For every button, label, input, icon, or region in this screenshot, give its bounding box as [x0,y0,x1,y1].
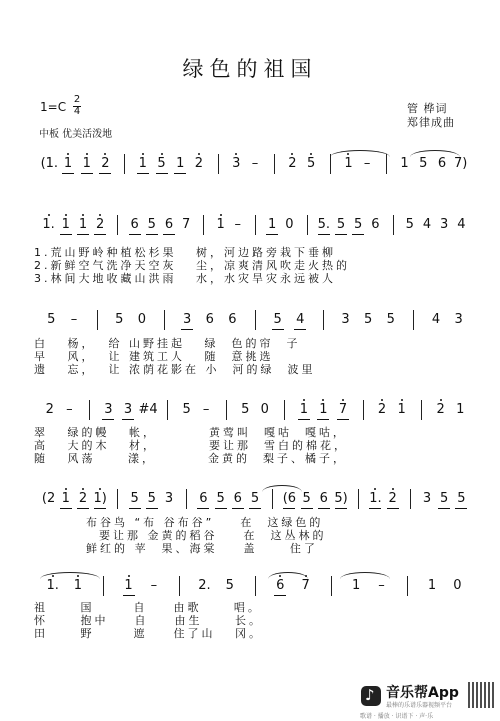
note: 5 [440,491,449,506]
note: 1 [397,402,406,417]
score-row [36,402,470,420]
note: 2 [101,156,110,171]
beam-underline [77,234,89,235]
note: 5 [241,402,250,417]
watermark-footer: 歌谱 · 播放 · 识谱下 · 声·乐 [360,713,434,720]
note: 5 [364,312,373,327]
note: 3 [123,402,133,417]
bar-line [167,400,168,420]
note: 1 [61,217,70,232]
bar-line [97,310,98,330]
octave-dot [291,153,293,155]
lyric-line: 鲜红的 苹 果、海棠 盖 住了 [34,542,318,555]
note: 1 [176,156,185,171]
bar-line [410,489,411,509]
note: 7 [301,578,310,593]
octave-dot [381,399,383,401]
beam-underline [249,508,261,509]
note: 1 [216,217,225,232]
beam-underline [352,234,364,235]
beam-underline [174,173,186,174]
note: – [66,402,73,417]
lyric-line: 田 野 遮 住了山 冈。 [34,627,263,640]
note: 6 [199,491,208,506]
beam-underline [317,419,329,420]
octave-dot [374,488,376,490]
bar-line [255,310,256,330]
lyric-line: 1.荒山野岭种植松杉果 树，河边路旁栽下垂柳 [34,246,336,259]
bar-line [226,400,227,420]
note: 1 [319,402,328,417]
note: – [363,156,371,171]
beam-underline [301,508,313,509]
note: 1. [369,491,382,506]
beam-underline [318,508,330,509]
beam-underline [129,234,141,235]
beam-underline [266,234,278,235]
beam-underline [318,234,330,235]
bar-line [358,489,359,509]
bar-line [218,154,219,174]
note: 5 [336,217,346,232]
score-row [36,217,470,235]
note: 6 [205,312,214,327]
bar-line [164,310,165,330]
lyric-line: 翠 绿的幔 帐， 黄莺叫 嘎咕 嘎咕， [34,426,347,439]
bar-line [284,400,285,420]
note: 2. [198,578,211,593]
note: 1. [46,578,59,593]
beam-underline [129,508,141,509]
bar-line [272,489,273,509]
note: 1 [73,578,83,593]
beam-underline [102,419,114,420]
note: 2 [194,156,204,171]
octave-dot [99,488,101,490]
note: 2 [96,217,105,232]
note: 7) [453,156,468,171]
bar-line [186,489,187,509]
slur [410,150,460,157]
score-row [36,491,470,509]
beam-underline [60,234,72,235]
note: 1 [82,156,91,171]
note: – [202,402,210,417]
note: 5 [216,491,225,506]
note: 5 [225,578,234,593]
note: 3 [341,312,350,327]
note: 2 [45,402,54,417]
octave-dot [161,153,163,155]
note: 6 [437,156,447,171]
beam-underline [438,508,450,509]
note: 3 [104,402,113,417]
beam-underline [294,329,306,330]
octave-dot [392,488,394,490]
note: 6 [319,491,328,506]
note: 5 [386,312,395,327]
bar-line [307,215,308,235]
note: 7 [338,402,348,417]
note: (1. [40,156,59,171]
note: 1 [78,217,88,232]
note: 5 [302,491,311,506]
note: 5 [306,156,316,171]
beam-underline [146,508,158,509]
lyric-line: 怀 抱中 自 由生 长。 [34,614,263,627]
key-signature: 1=C [40,100,67,114]
note: 4 [457,217,466,232]
beam-underline [156,173,168,174]
beam-underline [99,173,111,174]
note: 6 [228,312,237,327]
composer-credit: 郑律成曲 [407,116,455,129]
beam-underline [60,508,72,509]
beam-underline [335,508,347,509]
note: #4 [138,402,158,417]
time-signature: 2 4 [73,94,81,117]
bar-line [89,400,90,420]
note: 1 [400,156,409,171]
octave-dot [310,153,312,155]
note: 3 [422,491,432,506]
beam-underline [137,173,149,174]
note: 2 [288,156,297,171]
note: 0 [260,402,269,417]
note: 5 [273,312,282,327]
note: 6 [130,217,139,232]
note: 1 [344,156,353,171]
beam-underline [181,329,193,330]
note: 6 [276,578,285,593]
note: 4 [422,217,432,232]
octave-dot [99,214,101,216]
note: (2 [41,491,56,506]
bar-line [393,215,394,235]
score-row [36,156,470,174]
note: 2 [78,491,88,506]
beam-underline [146,234,158,235]
note: 1 [63,156,73,171]
lyric-line: 祖 国 自 由歌 唱。 [34,601,262,614]
bar-line [386,154,387,174]
note: 4 [296,312,305,327]
note: 1 [299,402,308,417]
note: 5 [419,156,428,171]
octave-dot [198,153,200,155]
note: 3 [454,312,463,327]
bar-line [117,215,118,235]
bar-line [255,215,256,235]
note: 2 [377,402,387,417]
note: 1 [268,217,277,232]
lyric-line: 3.林间大地收藏山洪雨 水，水灾旱灾永远被人 [34,272,336,285]
note: (6 [282,491,297,506]
tempo-marking: 中板 优美活泼地 [39,129,113,140]
beam-underline [94,234,106,235]
octave-dot [82,488,84,490]
note: 5 [250,491,260,506]
beam-underline [272,329,284,330]
watermark-app-name: 音乐帮App [386,685,459,701]
note: 1 [352,578,361,593]
note: 4 [431,312,441,327]
beam-underline [215,508,227,509]
octave-dot [440,399,442,401]
slur [330,150,390,157]
note: 5 [47,312,56,327]
note: 1 [124,578,133,593]
bar-line [255,576,256,596]
note: 5 [130,491,139,506]
note: 2 [388,491,397,506]
note: 6 [371,217,380,232]
score-row [36,578,470,596]
beam-underline [274,595,286,596]
octave-dot [303,399,305,401]
bar-line [407,576,408,596]
note: 0 [453,578,462,593]
beam-underline [369,508,381,509]
note: 0 [137,312,146,327]
slur [340,572,390,579]
note: 5 [115,312,124,327]
note: 1. [42,217,55,232]
bar-line [323,310,324,330]
score-row [36,312,470,330]
note: 5 [147,491,156,506]
octave-dot [235,153,237,155]
octave-dot [322,399,324,401]
beam-underline [232,508,244,509]
octave-dot [67,153,69,155]
bar-line [117,489,118,509]
note: 1 [61,491,70,506]
beam-underline [62,173,74,174]
note: 3 [440,217,449,232]
lyric-line: 要让那 金黄的稻谷 在 这丛林的 [34,529,327,542]
note: 1) [93,491,107,506]
note: – [378,578,385,593]
beam-underline [122,419,134,420]
note: 5 [157,156,166,171]
octave-dot [65,488,67,490]
note: 1 [427,578,437,593]
bar-line [330,154,331,174]
note: 6 [233,491,242,506]
octave-dot [142,153,144,155]
lyricist-credit: 管 桦词 [407,102,448,115]
lyric-line: 遗 忘， 让 浓荫花影在 小 河的绿 波里 [34,363,316,376]
note: 5 [405,217,414,232]
bar-line [413,310,414,330]
note: 3 [182,312,192,327]
beam-underline [387,508,399,509]
beam-underline [123,595,135,596]
bar-line [363,400,364,420]
note: 7 [182,217,191,232]
octave-dot [342,399,344,401]
slur [40,572,100,579]
watermark-tagline: 最棒的乐谱乐器视频平台 [386,702,453,709]
song-title: 绿色的祖国 [182,57,318,81]
beam-underline [163,234,175,235]
bar-line [421,400,422,420]
beam-underline [94,508,106,509]
beam-underline [197,508,209,509]
bar-line [103,576,104,596]
octave-dot [86,153,88,155]
octave-dot [220,214,222,216]
note: 1 [456,402,465,417]
qr-code-icon [468,682,494,708]
lyric-line: 2.新鲜空气洗净天空灰 尘，凉爽清风吹走火热的 [34,259,350,272]
bar-line [203,215,204,235]
note: 5) [334,491,348,506]
octave-dot [104,153,106,155]
bar-line [124,154,125,174]
note: 3 [164,491,174,506]
slur [262,485,302,492]
note: 5 [354,217,363,232]
octave-dot [128,575,130,577]
beam-underline [77,508,89,509]
note: 0 [285,217,294,232]
octave-dot [401,399,403,401]
lyric-line: 白 杨， 给 山野挂起 绿 色的帘 子 [34,337,301,350]
beam-underline [337,419,349,420]
beam-underline [455,508,467,509]
music-note-icon [361,686,381,706]
beam-underline [283,508,295,509]
bar-line [274,154,275,174]
note: 6 [164,217,174,232]
note: 5. [317,217,330,232]
note: 3 [232,156,241,171]
lyric-line: 高 大的木 材， 要让那 雪白的棉花， [34,439,348,452]
bar-line [331,576,332,596]
beam-underline [298,419,310,420]
lyric-line: 随 风荡 漾， 金黄的 梨子、橘子， [34,452,347,465]
note: 1 [138,156,147,171]
bar-line [179,576,180,596]
beam-underline [335,234,347,235]
note: – [70,312,78,327]
octave-dot [48,214,50,216]
slur [268,572,308,579]
note: – [150,578,158,593]
octave-dot [82,214,84,216]
beam-underline [81,173,93,174]
note: 2 [436,402,445,417]
octave-dot [65,214,67,216]
note: 5 [182,402,191,417]
note: 5 [147,217,156,232]
lyric-line: 早 风， 让 建筑工人 随 意挑选 [34,350,274,363]
note: – [251,156,259,171]
note: – [234,217,242,232]
note: 5 [457,491,466,506]
lyric-line: 布谷鸟 “布 谷布谷” 在 这绿色的 [34,516,324,529]
